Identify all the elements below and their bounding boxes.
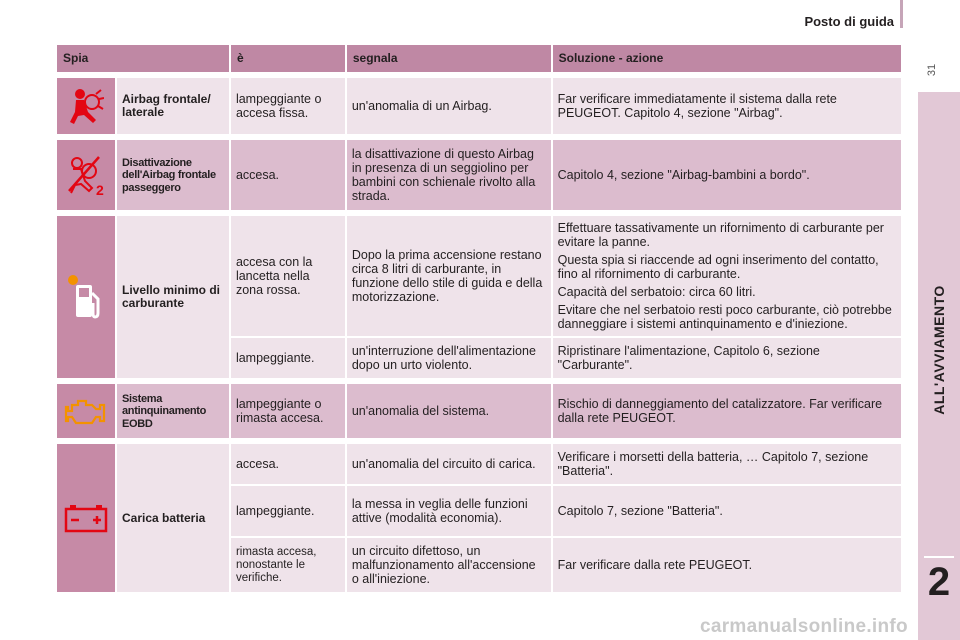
warning-state: lampeggiante o accesa fissa. [230,75,346,137]
side-divider [924,556,954,558]
warning-signal: un'anomalia di un Airbag. [346,75,552,137]
warning-signal: un'anomalia del circuito di carica. [346,441,552,485]
warning-name: Airbag frontale/ laterale [116,75,230,137]
solution-paragraph: Evitare che nel serbatoio resti poco carburante, ciò potrebbe danneggiare i sistemi antinquinamento e d'iniezione. [557,303,892,332]
table-row-eobd [57,381,902,441]
table-row-fuel-low [57,213,902,337]
column-header-signal: segnala [346,45,552,75]
warning-state: accesa. [230,137,346,213]
section-label [918,150,960,550]
svg-text:2: 2 [95,182,104,198]
solution-paragraph: Effettuare tassativamente un rifornimento di carburante per evitare la panne. [557,221,884,250]
warning-state: rimasta accesa, nonostante le verifiche. [230,537,346,593]
warning-signal: la disattivazione di questo Airbag in presenza di un seggiolino per bambini con schienale rivolto alla strada. [346,137,552,213]
icon-cell [57,441,116,593]
icon-cell [57,213,116,381]
icon-cell [57,381,116,441]
airbag-deactivation-icon [65,153,107,197]
table-header-row [57,45,902,75]
page-number: 31 [926,63,938,77]
column-header-state: è [230,45,346,75]
warning-solution: Ripristinare l'alimentazione, Capitolo 6, sezione "Carburante". [552,337,902,381]
column-header-spia: Spia [57,45,230,75]
warning-solution [552,213,902,337]
warning-signal: un'interruzione dell'alimentazione dopo un urto violento. [346,337,552,381]
chapter-number: 2 [927,560,951,604]
warning-state: accesa. [230,441,346,485]
icon-cell [57,75,116,137]
warning-state: lampeggiante. [230,337,346,381]
warning-solution: Verificare i morsetti della batteria, … Capitolo 7, sezione "Batteria". [552,441,902,485]
battery-icon [64,503,108,533]
warning-signal: la messa in veglia delle funzioni attive (modalità economia). [346,485,552,537]
warning-name: Livello minimo di carburante [116,213,230,381]
warning-state: accesa con la lancetta nella zona rossa. [230,213,346,337]
solution-paragraph: Questa spia si riaccende ad ogni inserimento del contatto, fino al rifornimento di carburante. [557,253,879,282]
warning-solution: Far verificare immediatamente il sistema dalla rete PEUGEOT. Capitolo 4, sezione "Airbag". [552,75,902,137]
warning-signal: Dopo la prima accensione restano circa 8 litri di carburante, in funzione dello stile di guida e della motorizzazione. [346,213,552,337]
warning-solution: Capitolo 4, sezione "Airbag-bambini a bordo". [552,137,902,213]
table-row-battery-charge [57,441,902,485]
column-header-solution: Soluzione - azione [552,45,902,75]
warning-solution: Capitolo 7, sezione "Batteria". [552,485,902,537]
icon-cell [57,137,116,213]
page-title: Posto di guida [804,14,894,29]
section-label-text: ALL'AVVIAMENTO [931,285,947,415]
header-rule [900,0,903,28]
warning-name: Disattivazione dell'Airbag frontale passeggero [116,137,230,213]
warning-state: lampeggiante. [230,485,346,537]
warning-signal: un'anomalia del sistema. [346,381,552,441]
watermark: carmanualsonline.info [700,616,908,637]
table-row-airbag-deactivation [57,137,902,213]
warning-name: Carica batteria [116,441,230,593]
warning-lights-table [57,45,903,594]
warning-state: lampeggiante o rimasta accesa. [230,381,346,441]
airbag-warning-icon [68,86,104,126]
warning-solution: Far verificare dalla rete PEUGEOT. [552,537,902,593]
table-row-airbag [57,75,902,137]
engine-check-icon [64,395,108,427]
fuel-pump-icon [66,273,106,321]
warning-name: Sistema antinquinamento EOBD [116,381,230,441]
warning-signal: un circuito difettoso, un malfunzionamento all'accensione o all'iniezione. [346,537,552,593]
warning-solution: Rischio di danneggiamento del catalizzatore. Far verificare dalla rete PEUGEOT. [552,381,902,441]
solution-paragraph: Capacità del serbatoio: circa 60 litri. [557,285,756,300]
